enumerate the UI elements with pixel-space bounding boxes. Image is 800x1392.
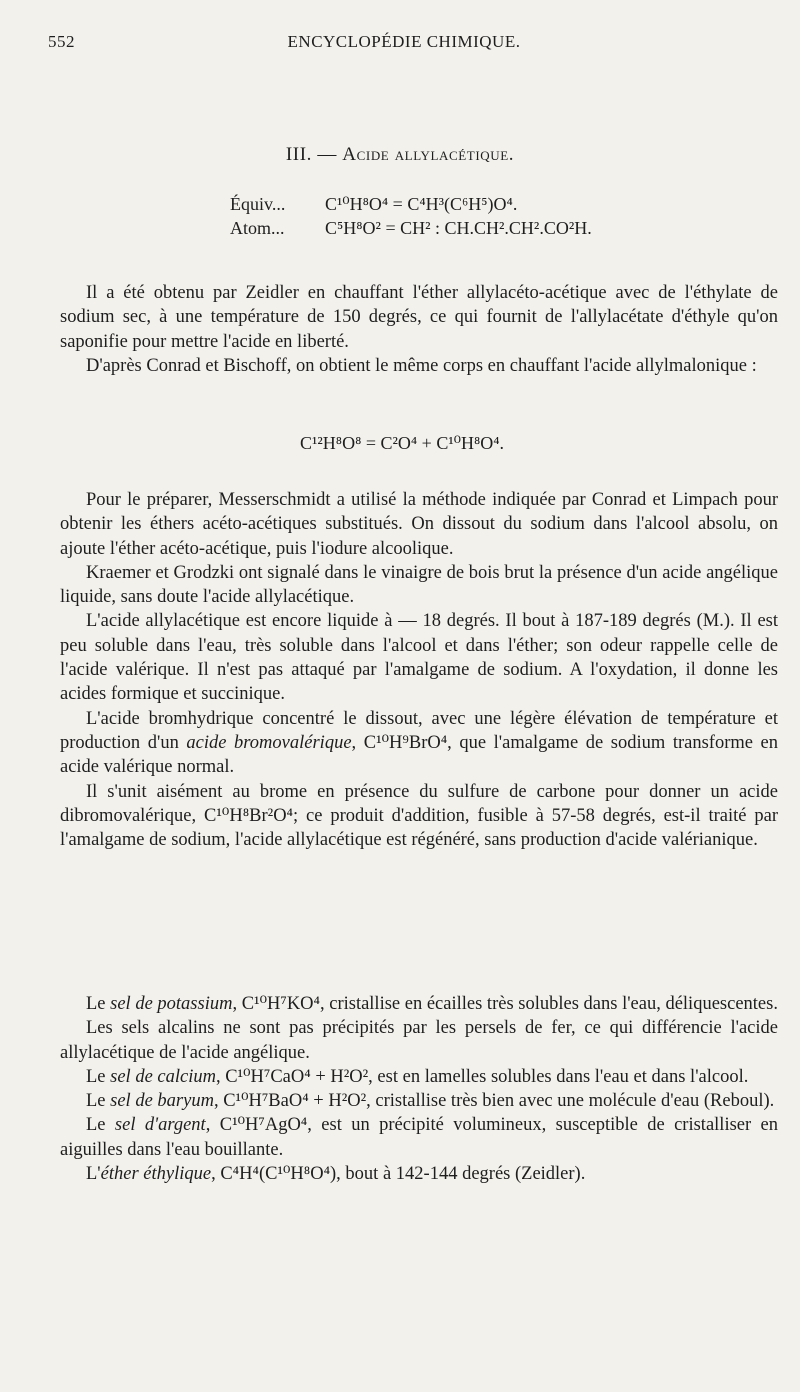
- formula-label: Équiv...: [230, 194, 286, 214]
- formula-value: C⁵H⁸O² = CH² : CH.CH².CH².CO²H.: [325, 218, 592, 238]
- page-number: 552: [48, 32, 75, 51]
- section-title: Acide allylacétique.: [342, 144, 515, 165]
- text-block: [60, 488, 778, 852]
- paragraph: [60, 1089, 778, 1113]
- emphasis: sel de potassium: [110, 994, 233, 1014]
- paragraph: Les sels alcalins ne sont pas précipités par les persels de fer, ce qui différencie l'acide allylacétique de l'acide angélique.: [60, 1018, 778, 1063]
- section-numeral: III. —: [285, 144, 337, 165]
- emphasis: acide bromovalérique: [186, 732, 352, 753]
- emphasis: sel de baryum: [110, 1091, 214, 1112]
- text-run: Le: [86, 994, 111, 1014]
- paragraph: Kraemer et Grodzki ont signalé dans le vinaigre de bois brut la présence d'un acide angélique liquide, sans doute l'acide allylacétique.: [60, 562, 778, 608]
- running-head: [48, 32, 760, 58]
- emphasis: sel d'argent: [114, 1115, 206, 1136]
- text-run: , C¹⁰H⁷BaO⁴ + H²O², cristallise très bien avec une molécule d'eau (Reboul).: [213, 1091, 775, 1112]
- text-block: [60, 992, 778, 1186]
- emphasis: éther éthylique: [100, 1164, 212, 1185]
- section-heading: [0, 144, 800, 166]
- text-run: Le: [86, 1115, 115, 1136]
- running-title: ENCYCLOPÉDIE CHIMIQUE.: [287, 32, 521, 51]
- paragraph: Il s'unit aisément au brome en présence du sulfure de carbone pour donner un acide dibromovalérique, C¹⁰H⁸Br²O⁴; ce produit d'addition, fusible à 57-58 degrés, est-il traité par l'amalgame de sodium, l'acide allylacétique est régénéré, sans production d'acide valérianique.: [60, 781, 778, 851]
- formula-row-atom: [230, 216, 592, 240]
- text-run: , C¹⁰H⁹BrO⁴, que l'amalgame de sodium transforme en acide valérique normal.: [60, 732, 778, 778]
- paragraph: Pour le préparer, Messerschmidt a utilisé la méthode indiquée par Conrad et Limpach pour obtenir les éthers acéto-acétiques substitués. On dissout du sodium dans l'alcool absolu, on ajoute l'éther acéto-acétique, puis l'iodure alcoolique.: [60, 490, 778, 559]
- paragraph: [60, 1113, 778, 1162]
- text-run: , C¹⁰H⁷CaO⁴ + H²O², est en lamelles solubles dans l'eau et dans l'alcool.: [215, 1066, 749, 1087]
- paragraph: [60, 992, 778, 1016]
- paragraph: L'acide allylacétique est encore liquide à — 18 degrés. Il bout à 187-189 degrés (M.). Il est peu soluble dans l'eau, très soluble dans l'alcool et dans l'éther; son odeur rappelle celle de l'acide valérique. Il n'est pas attaqué par l'amalgame de sodium. A l'oxydation, il donne les acides formique et succinique.: [60, 611, 778, 705]
- text-block: [60, 281, 778, 378]
- emphasis: sel de calcium: [110, 1066, 216, 1087]
- text-run: L'acide bromhydrique concentré le dissout, avec une légère élévation de température et production d'un: [60, 708, 778, 753]
- text-run: Le: [86, 1091, 111, 1112]
- text-run: , C¹⁰H⁷KO⁴, cristallise en écailles très solubles dans l'eau, déliquescentes.: [232, 994, 778, 1014]
- paragraph: [60, 707, 778, 780]
- formula-value: C¹⁰H⁸O⁴ = C⁴H³(C⁶H⁵)O⁴.: [325, 194, 518, 214]
- paragraph: [60, 1162, 778, 1186]
- paragraph: D'après Conrad et Bischoff, on obtient le même corps en chauffant l'acide allylmalonique :: [86, 355, 757, 376]
- reaction-equation: C¹²H⁸O⁸ = C²O⁴ + C¹⁰H⁸O⁴.: [300, 433, 504, 453]
- formula-row-equiv: [230, 192, 592, 216]
- paragraph: [60, 1065, 778, 1089]
- text-run: , C⁴H⁴(C¹⁰H⁸O⁴), bout à 142-144 degrés (Zeidler).: [211, 1164, 586, 1185]
- text-run: L': [86, 1164, 101, 1185]
- paragraph: Il a été obtenu par Zeidler en chauffant l'éther allylacéto-acétique avec de l'éthylate de sodium sec, à une température de 150 degrés, ce qui fournit de l'allylacétate d'éthyle qu'on saponifie pour mettre l'acide en liberté.: [60, 283, 778, 352]
- text-run: Le: [86, 1066, 111, 1087]
- formula-label: Atom...: [230, 218, 285, 238]
- formula-block: [230, 192, 592, 240]
- text-run: , C¹⁰H⁷AgO⁴, est un précipité volumineux, susceptible de cristalliser en aiguilles dans l'eau bouillante.: [60, 1115, 779, 1160]
